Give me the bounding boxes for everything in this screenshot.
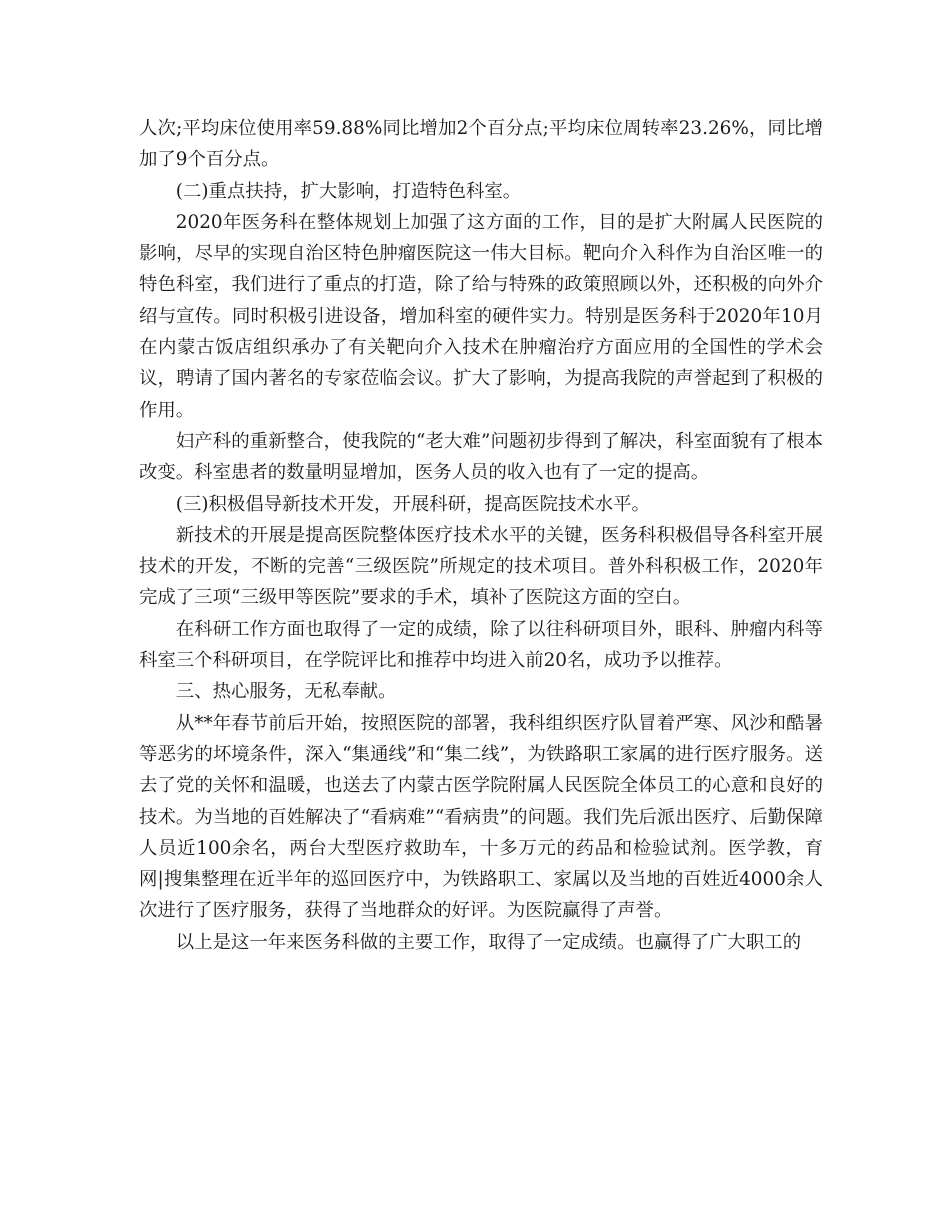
paragraph-5-heading: (三)积极倡导新技术开发，开展科研，提高医院技术水平。 — [175, 493, 650, 515]
paragraph-4: 妇产科的重新整合，使我院的“老大难”问题初步得到了解决，科室面貌有了根本改变。科室患者的数量明显增加，医务人员的收入也有了一定的提高。 — [139, 430, 823, 484]
document-body — [139, 113, 823, 958]
paragraph-3: 2020年医务科在整体规划上加强了这方面的工作，目的是扩大附属人民医院的影响，尽早的实现自治区特色肿瘤医院这一伟大目标。靶向介入科作为自治区唯一的特色科室，我们进行了重点的打造，除了给与特殊的政策照顾以外，还积极的向外介绍与宣传。同时积极引进设备，增加科室的硬件实力。特别是医务科于2020年10月在内蒙古饭店组织承办了有关靶向介入技术在肿瘤治疗方面应用的全国性的学术会议，聘请了国内著名的专家莅临会议。扩大了影响，为提高我院的声誉起到了积极的作用。 — [139, 211, 823, 421]
paragraph-1: 人次;平均床位使用率59.88%同比增加2个百分点;平均床位周转率23.26%，同比增加了9个百分点。 — [139, 118, 823, 171]
paragraph-2-heading: (二)重点扶持，扩大影响，打造特色科室。 — [175, 180, 522, 202]
paragraph-6: 新技术的开展是提高医院整体医疗技术水平的关键，医务科积极倡导各科室开展技术的开发，不断的完善“三级医院”所规定的技术项目。普外科积极工作，2020年完成了三项“三级甲等医院”要求的手术，填补了医院这方面的空白。 — [139, 524, 823, 609]
paragraph-9: 从**年春节前后开始，按照医院的部署，我科组织医疗队冒着严寒、风沙和酷暑等恶劣的坏境条件，深入“集通线”和“集二线”，为铁路职工家属的进行医疗服务。送去了党的关怀和温暖，也送去了内蒙古医学院附属人民医院全体员工的心意和良好的技术。为当地的百姓解决了“看病难”“看病贵”的问题。我们先后派出医疗、后勤保障人员近100余名，两台大型医疗救助车，十多万元的药品和检验试剂。医学教，育网|搜集整理在近半年的巡回医疗中，为铁路职工、家属以及当地的百姓近4000余人次进行了医疗服务，获得了当地群众的好评。为医院赢得了声誉。 — [139, 712, 823, 922]
paragraph-8-heading: 三、热心服务，无私奉献。 — [175, 681, 397, 703]
paragraph-7: 在科研工作方面也取得了一定的成绩，除了以往科研项目外，眼科、肿瘤内科等科室三个科研项目，在学院评比和推荐中均进入前20名，成功予以推荐。 — [139, 618, 823, 672]
paragraph-10: 以上是这一年来医务科做的主要工作，取得了一定成绩。也赢得了广大职工的 — [175, 931, 802, 953]
